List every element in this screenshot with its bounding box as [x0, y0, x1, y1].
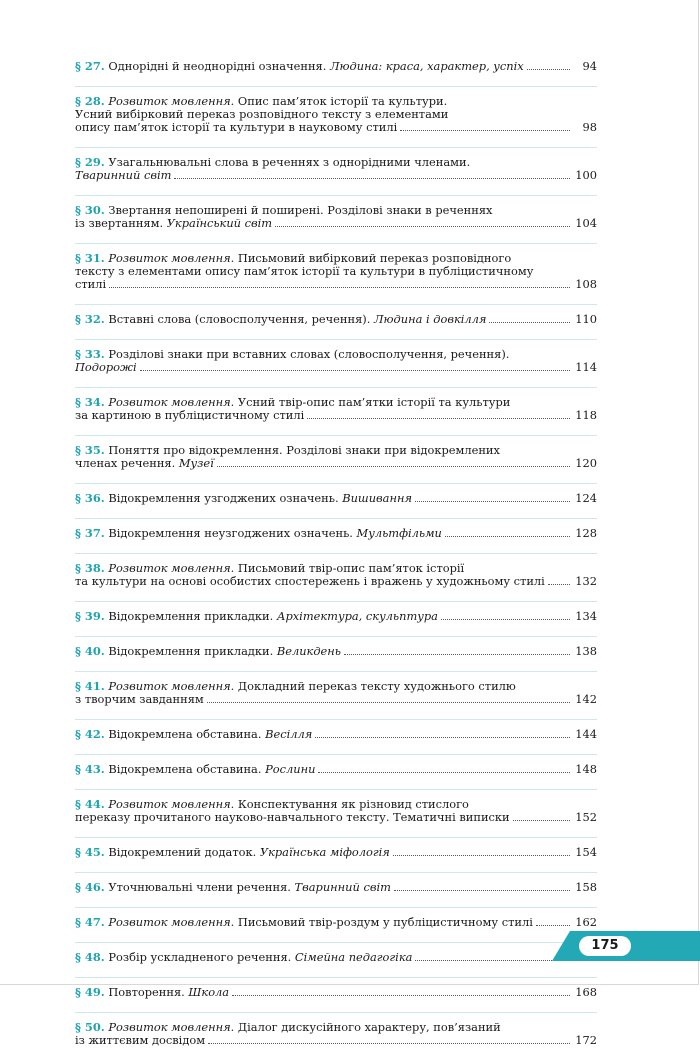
toc-entry [75, 602, 597, 637]
toc-line-text [75, 728, 312, 741]
toc-line-text [75, 846, 390, 859]
page-ref: 158 [575, 880, 597, 894]
toc-line [75, 278, 597, 291]
dot-leader [315, 737, 570, 738]
page-ref: 148 [575, 762, 597, 776]
theme-text: Подорожі [75, 360, 137, 374]
toc-entry [75, 87, 597, 148]
dot-leader [207, 702, 570, 703]
toc-line [75, 313, 597, 326]
topic-text: Письмовий твір-роздум у публіцистичному стилі [234, 915, 533, 929]
topic-text: Однорідні й неоднорідні означення. [108, 59, 330, 73]
theme-text: Вишивання [342, 491, 413, 505]
toc-line [75, 693, 597, 706]
theme-text: Український світ [166, 216, 273, 230]
toc-line-text [75, 951, 412, 964]
section-number: § 37. [75, 526, 105, 540]
page-ref: 142 [575, 692, 597, 706]
page-ref: 172 [575, 1033, 597, 1047]
topic-text: Поняття про відокремлення. Розділові знаки при відокремлених [108, 443, 500, 457]
toc-line [75, 457, 597, 470]
toc-entry [75, 244, 597, 305]
topic-text: Письмовий вибірковий переказ розповідного [234, 251, 512, 265]
dot-leader [217, 466, 570, 467]
topic-text: та культури на основі особистих спостережень і вражень у художньому стилі [75, 574, 545, 588]
dot-leader [527, 69, 570, 70]
toc-line-text [75, 986, 229, 999]
toc-line-text [75, 763, 315, 776]
dot-leader [489, 322, 570, 323]
section-number: § 36. [75, 491, 105, 505]
toc-line [75, 728, 597, 741]
toc-line-text [75, 60, 524, 73]
toc-line [75, 881, 597, 894]
section-number: § 41. [75, 679, 105, 693]
toc-line-text [75, 169, 171, 182]
toc-line-text [75, 361, 137, 374]
topic-text: Письмовий твір-опис пам’яток історії [234, 561, 465, 575]
page-ref: 128 [575, 526, 597, 540]
topic-text: Вставні слова (словосполучення, речення). [108, 312, 374, 326]
toc-line-text [75, 645, 341, 658]
topic-text: Усний твір-опис пам’ятки історії та культури [234, 395, 511, 409]
toc-line-text [75, 527, 442, 540]
topic-text: Розбір ускладненого речення. [108, 950, 295, 964]
theme-text: Школа [188, 985, 230, 999]
toc-entry [75, 388, 597, 436]
toc-entry [75, 484, 597, 519]
topic-text: Уточнювальні члени речення. [108, 880, 295, 894]
section-number: § 35. [75, 443, 105, 457]
section-number: § 48. [75, 950, 105, 964]
section-number: § 44. [75, 797, 105, 811]
toc-line [75, 169, 597, 182]
page-ref: 154 [575, 845, 597, 859]
dot-leader [275, 226, 570, 227]
theme-text: Українська міфологія [259, 845, 390, 859]
section-number: § 32. [75, 312, 105, 326]
toc-line [75, 763, 597, 776]
page-ref: 108 [575, 277, 597, 291]
toc-entry [75, 196, 597, 244]
toc-line-text [75, 217, 272, 230]
toc-line-text [75, 610, 438, 623]
dot-leader [536, 925, 570, 926]
topic-text: Відокремлена обставина. [108, 762, 266, 776]
page-ref: 138 [575, 644, 597, 658]
page-ref: 168 [575, 985, 597, 999]
theme-text: Великдень [276, 644, 341, 658]
toc-line [75, 916, 597, 929]
toc-line [75, 951, 597, 964]
dot-leader [208, 1043, 570, 1044]
topic-text: Узагальнювальні слова в реченнях з однорідними членами. [108, 155, 471, 169]
toc-line-text [75, 492, 412, 505]
section-number: § 46. [75, 880, 105, 894]
section-number: § 47. [75, 915, 105, 929]
dot-leader [307, 418, 570, 419]
page-ref: 114 [575, 360, 597, 374]
toc-line-text [75, 278, 106, 291]
toc-line [75, 409, 597, 422]
lesson-type-label: Розвиток мовлення. [108, 94, 235, 108]
theme-text: Архітектура, скульптура [276, 609, 438, 623]
toc-entry [75, 554, 597, 602]
toc-line-text [75, 1034, 205, 1047]
section-number: § 33. [75, 347, 105, 361]
toc-line [75, 1034, 597, 1047]
toc-line [75, 492, 597, 505]
toc-line [75, 527, 597, 540]
section-number: § 50. [75, 1020, 105, 1034]
toc-entry [75, 838, 597, 873]
topic-text: Відокремлення прикладки. [108, 609, 277, 623]
page-ref: 144 [575, 727, 597, 741]
toc-line [75, 361, 597, 374]
toc-line [75, 60, 597, 73]
section-number: § 38. [75, 561, 105, 575]
toc-entry [75, 148, 597, 196]
toc-entry [75, 519, 597, 554]
dot-leader [441, 619, 570, 620]
topic-text: Докладний переказ тексту художнього стилю [234, 679, 516, 693]
toc-line-text [75, 409, 304, 422]
topic-text: Діалог дискусійного характеру, пов’язаний [234, 1020, 501, 1034]
section-number: § 27. [75, 59, 105, 73]
topic-text: із життєвим досвідом [75, 1033, 206, 1047]
dot-leader [394, 890, 570, 891]
toc-entry [75, 637, 597, 672]
theme-text: Людина: краса, характер, успіх [330, 59, 524, 73]
dot-leader [140, 370, 570, 371]
topic-text: Усний вибірковий переказ розповідного тексту з елементами [75, 107, 449, 121]
toc-line [75, 811, 597, 824]
toc-line-text [75, 811, 510, 824]
section-number: § 31. [75, 251, 105, 265]
lesson-type-label: Розвиток мовлення. [108, 1020, 235, 1034]
toc-line [75, 610, 597, 623]
dot-leader [415, 501, 570, 502]
toc-line [75, 121, 597, 134]
topic-text: Відокремлена обставина. [108, 727, 266, 741]
section-number: § 28. [75, 94, 105, 108]
section-number: § 39. [75, 609, 105, 623]
dot-leader [318, 772, 570, 773]
topic-text: стилі [75, 277, 107, 291]
toc-entry [75, 978, 597, 1013]
lesson-type-label: Розвиток мовлення. [108, 561, 235, 575]
topic-text: Відокремлення прикладки. [108, 644, 277, 658]
page-ref: 104 [575, 216, 597, 230]
topic-text: Конспектування як різновид стислого [234, 797, 469, 811]
toc-entry [75, 1013, 597, 1060]
toc-line-text [75, 916, 533, 929]
page-ref: 98 [582, 120, 597, 134]
topic-text: Повторення. [108, 985, 189, 999]
toc-line-text [75, 575, 545, 588]
topic-text: членах речення. [75, 456, 179, 470]
topic-text: Розділові знаки при вставних словах (словосполучення, речення). [108, 347, 510, 361]
toc-entry [75, 790, 597, 838]
toc-entry [75, 873, 597, 908]
dot-leader [232, 995, 570, 996]
page-ref: 162 [575, 915, 597, 929]
toc-line-text [75, 457, 214, 470]
toc-line [75, 217, 597, 230]
toc-line [75, 265, 597, 278]
toc-entry [75, 52, 597, 87]
toc-entry [75, 305, 597, 340]
page-number: 175 [579, 936, 631, 956]
theme-text: Весілля [265, 727, 313, 741]
toc-line [75, 575, 597, 588]
page-ref: 124 [575, 491, 597, 505]
page-ref: 120 [575, 456, 597, 470]
page-ref: 110 [575, 312, 597, 326]
dot-leader [109, 287, 570, 288]
section-number: § 43. [75, 762, 105, 776]
topic-text: з творчим завданням [75, 692, 204, 706]
theme-text: Людина і довкілля [373, 312, 487, 326]
dot-leader [445, 536, 570, 537]
toc-entry [75, 436, 597, 484]
dot-leader [415, 960, 570, 961]
dot-leader [174, 178, 570, 179]
page-ref: 100 [575, 168, 597, 182]
toc-entry [75, 720, 597, 755]
topic-text: Відокремлений додаток. [108, 845, 260, 859]
toc-line [75, 986, 597, 999]
lesson-type-label: Розвиток мовлення. [108, 797, 235, 811]
topic-text: тексту з елементами опису пам’яток історії та культури в публіцистичному [75, 264, 534, 278]
section-number: § 45. [75, 845, 105, 859]
dot-leader [400, 130, 570, 131]
theme-text: Рослини [265, 762, 316, 776]
theme-text: Тваринний світ [294, 880, 391, 894]
toc-entry [75, 908, 597, 943]
section-number: § 29. [75, 155, 105, 169]
section-number: § 42. [75, 727, 105, 741]
toc-line-text [75, 265, 533, 278]
dot-leader [344, 654, 570, 655]
topic-text: за картиною в публіцистичному стилі [75, 408, 305, 422]
page-ref: 118 [575, 408, 597, 422]
toc-line-text [75, 693, 204, 706]
topic-text: Опис пам’яток історії та культури. [234, 94, 448, 108]
dot-leader [548, 584, 570, 585]
theme-text: Мультфільми [356, 526, 442, 540]
topic-text: Відокремлення неузгоджених означень. [108, 526, 357, 540]
lesson-type-label: Розвиток мовлення. [108, 395, 235, 409]
theme-text: Сімейна педагогіка [294, 950, 413, 964]
page-ref: 152 [575, 810, 597, 824]
lesson-type-label: Розвиток мовлення. [108, 251, 235, 265]
page-ref: 134 [575, 609, 597, 623]
dot-leader [513, 820, 570, 821]
theme-text: Музеї [178, 456, 214, 470]
page-ref: 94 [582, 59, 597, 73]
toc-entry [75, 672, 597, 720]
toc-line-text [75, 121, 397, 134]
toc-line [75, 645, 597, 658]
toc-line-text [75, 313, 486, 326]
topic-text: опису пам’яток історії та культури в науковому стилі [75, 120, 398, 134]
toc-line [75, 348, 597, 361]
section-number: § 40. [75, 644, 105, 658]
topic-text: Відокремлення узгоджених означень. [108, 491, 343, 505]
toc-line-text [75, 881, 391, 894]
toc-line-text [75, 348, 509, 361]
lesson-type-label: Розвиток мовлення. [108, 915, 235, 929]
topic-text: переказу прочитаного науково-навчального тексту. Тематичні виписки [75, 810, 510, 824]
topic-text: із звертанням. [75, 216, 167, 230]
theme-text: Тваринний світ [75, 168, 172, 182]
toc-entry [75, 755, 597, 790]
lesson-type-label: Розвиток мовлення. [108, 679, 235, 693]
section-number: § 49. [75, 985, 105, 999]
dot-leader [393, 855, 570, 856]
section-number: § 30. [75, 203, 105, 217]
page-ref: 132 [575, 574, 597, 588]
section-number: § 34. [75, 395, 105, 409]
toc-line [75, 846, 597, 859]
table-of-contents [75, 52, 597, 1060]
toc-entry [75, 943, 597, 978]
topic-text: Звертання непоширені й поширені. Розділові знаки в реченнях [108, 203, 493, 217]
toc-entry [75, 340, 597, 388]
